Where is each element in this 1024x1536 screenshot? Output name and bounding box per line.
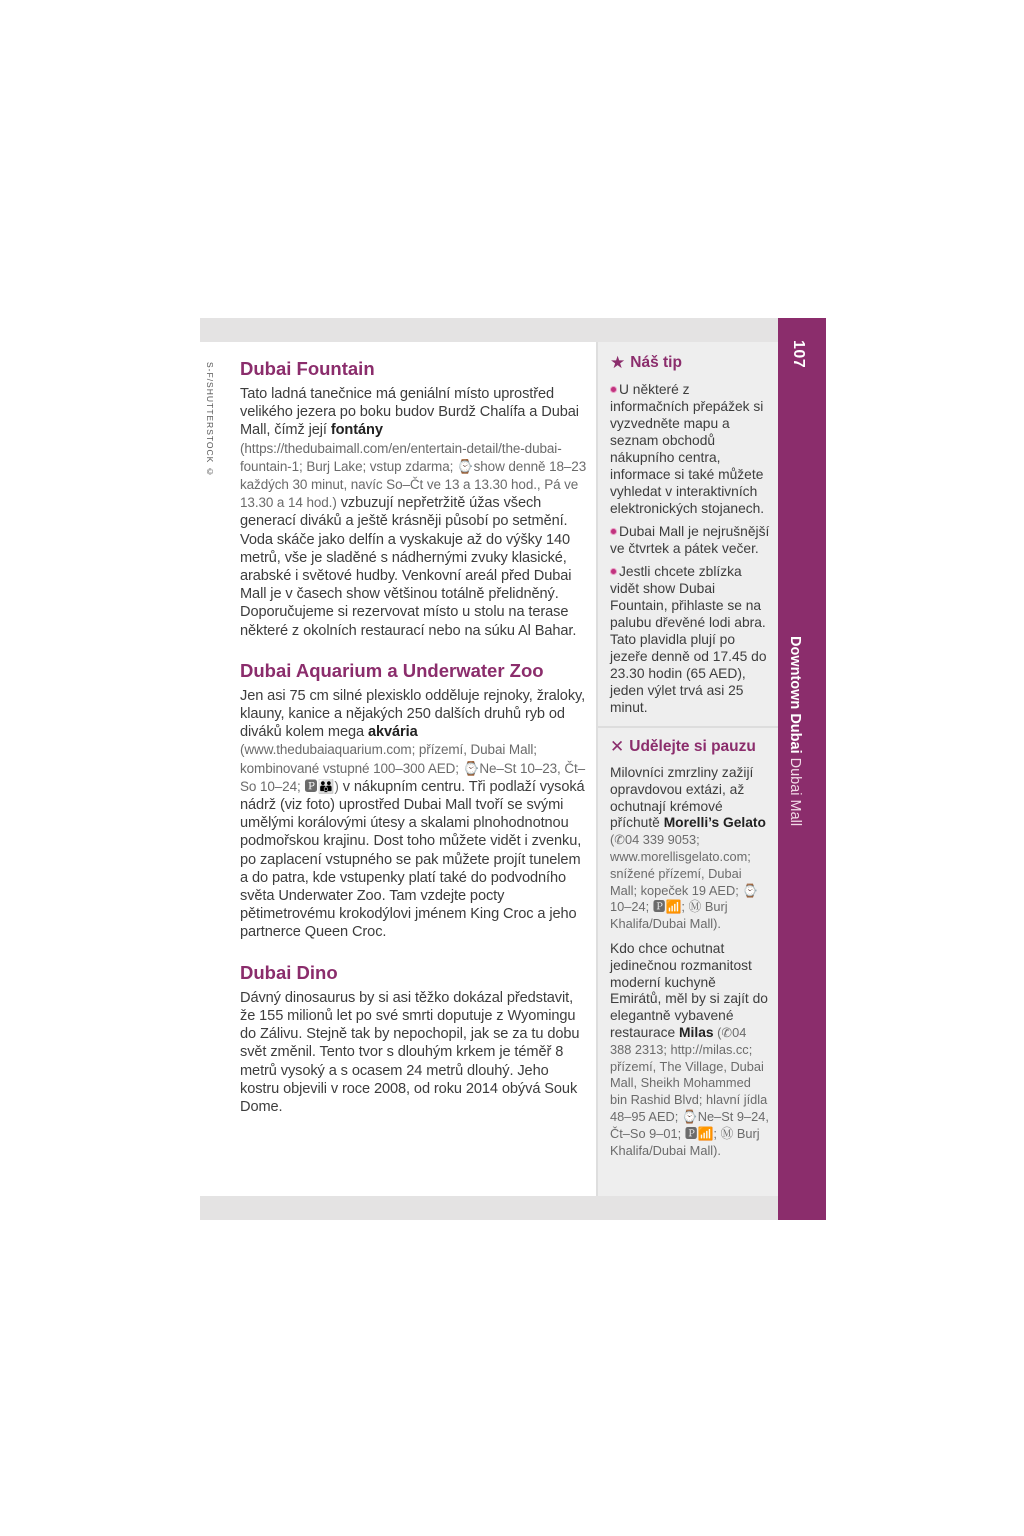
bottom-band <box>200 1196 826 1220</box>
star-icon: ★ <box>610 353 626 372</box>
chapter-label: Downtown Dubai Dubai Mall <box>787 636 803 827</box>
heading-dubai-aquarium: Dubai Aquarium a Underwater Zoo <box>240 659 544 681</box>
page-number: 107 <box>790 340 807 369</box>
paragraph-dubai-aquarium: Jen asi 75 cm silné plexisklo odděluje rejnoky, žraloky, klauny, kanice a nějakých 250 dalších druhů ryb od diváků kolem mega akvária (www.thedubaiaquarium.com; přízemí, Dubai Mall; kombinované vstupné 100–300 AED; ⌚Ne–St 10–23, Čt–So 10–24; 🅿👪) v nákupním centru. Tři podlaží vysoká nádrž (viz foto) uprostřed Dubai Mall tvoří se svými umělými korálovými útesy a skalami plnohodnotnou podmořskou krajinu. Dost toho můžete vidět i zvenku, po zaplacení vstupného se pak můžete projít tunelem a do patra, kde vstupenky platí také do podvodního světa Underwater Zoo. Tam vzdejte pocty pětimetrovému krokodýlovi jménem King Croc a jeho partnerce Queen Croc. <box>240 687 586 941</box>
sidebar <box>596 342 778 1196</box>
tip-item: Dubai Mall je nejrušnější ve čtvrtek a pátek večer. <box>610 524 770 556</box>
photo-credit: S-F/SHUTTERSTOCK © <box>205 362 215 478</box>
heading-dubai-fountain: Dubai Fountain <box>240 358 375 379</box>
tip-item: Jestli chcete zblízka vidět show Dubai Fountain, přihlaste se na palubu dřevěné lodi abra. Tato plavidla plují po jezeře denně od 17.45 do 23.30 hodin (65 AED), jeden výlet trvá asi 25 minut. <box>610 564 767 715</box>
bullet-icon <box>610 386 617 393</box>
tip-heading: ★ Náš tip <box>610 353 682 372</box>
tip-item: U některé z informačních přepážek si vyzvedněte mapu a seznam obchodů nákupního centra, informace si také můžete vyhledat v interaktivních elektronických stojanech. <box>610 382 765 516</box>
break-paragraph-milas: Kdo chce ochutnat jedinečnou rozmanitost moderní kuchyně Emirátů, měl by si zajít do elegantně vybavené restaurace Milas (✆04 388 2313; http://milas.cc; přízemí, The Village, Dubai Mall, Sheikh Mohammed bin Rashid Blvd; hlavní jídla 48–95 AED; ⌚Ne–St 9–24, Čt–So 9–01; 🅿📶; Ⓜ Burj Khalifa/Dubai Mall). <box>610 940 769 1158</box>
main-column <box>240 358 590 1136</box>
heading-dubai-dino: Dubai Dino <box>240 961 338 983</box>
sidebar-divider <box>598 726 782 728</box>
bullet-icon <box>610 568 617 575</box>
paragraph-dubai-dino: Dávný dinosaurus by si asi těžko dokázal představit, že 155 milionů let po své smrti doputuje z Wyomingu do Zálivu. Stejně tak by nepochopil, jak se za tu dobu svět změnil. Tento tvor s dlouhým krkem je téměř 8 metrů vysoký a s ocasem 24 metrů dlouhý. Jeho kostru objevili v roce 2008, od roku 2014 obývá Souk Dome. <box>240 989 580 1115</box>
cutlery-icon: ✕ <box>610 737 625 756</box>
top-band <box>200 318 826 342</box>
break-heading: ✕ Udělejte si pauzu <box>610 737 756 756</box>
break-paragraph-gelato: Milovníci zmrzliny zažijí opravdovou extázi, až ochutnají krémové příchutě Morelli’s Gelato (✆04 339 9053; www.morellisgelato.com; snížené přízemí, Dubai Mall; kopeček 19 AED; ⌚10–24; 🅿📶; Ⓜ Burj Khalifa/Dubai Mall). <box>610 765 766 932</box>
paragraph-dubai-fountain: Tato ladná tanečnice má geniální místo uprostřed velikého jezera po boku budov Burdž Chalífa a Dubai Mall, čímž její fontány (https://thedubaimall.com/en/entertain-detail/the-dubai-fountain-1; Burj Lake; vstup zdarma; ⌚show denně 18–23 každých 30 minut, navíc So–Čt ve 13 a 13.30 hod., Pá ve 13.30 a 14 hod.) vzbuzují nepřetržitě úžas všech generací diváků a ještě krásněji působí po setmění. Voda skáče jako delfín a vyskakuje až do výšky 140 metrů, vše je sladěné s nádhernými zvuky klasické, arabské i světové hudby. Venkovní areál před Dubai Mall je v časech show většinou totálně přelidněný. Doporučujeme si rezervovat místo u stolu na terase některé z okolních restaurací nebo na súku Al Bahar. <box>240 386 587 639</box>
bullet-icon <box>610 528 617 535</box>
